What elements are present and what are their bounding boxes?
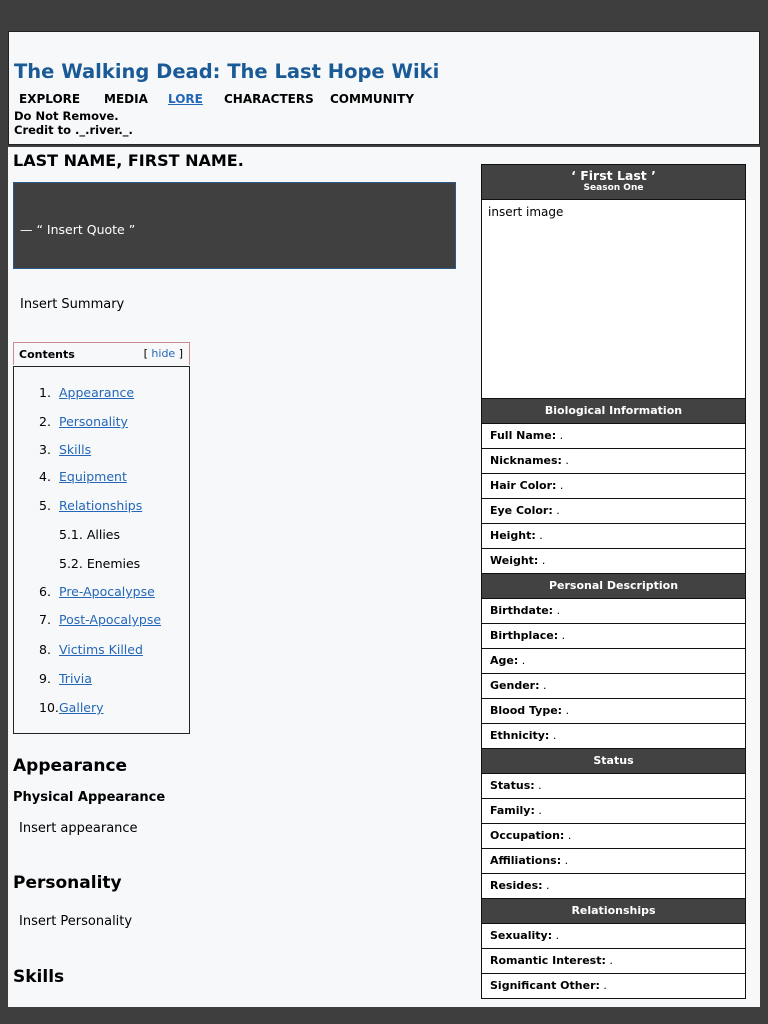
toc-header xyxy=(13,342,190,365)
appearance-text: Insert appearance xyxy=(19,821,138,836)
appearance-heading: Appearance xyxy=(13,756,128,776)
infobox-section-status: Status xyxy=(482,749,745,774)
credit-line-1: Do Not Remove. xyxy=(14,109,119,123)
infobox-row-romantic-interest: Romantic Interest: . xyxy=(482,949,745,974)
quote-text: — “ Insert Quote ” xyxy=(20,222,136,237)
toc-hide-link[interactable]: hide xyxy=(151,347,176,360)
infobox-row-age: Age: . xyxy=(482,649,745,674)
infobox-row-height: Height: . xyxy=(482,524,745,549)
infobox-row-sexuality: Sexuality: . xyxy=(482,924,745,949)
infobox-image: insert image xyxy=(482,200,745,399)
nav-media[interactable]: MEDIA xyxy=(104,92,148,106)
wiki-title[interactable]: The Walking Dead: The Last Hope Wiki xyxy=(14,60,440,83)
toc-hide-toggle[interactable]: [ hide ] xyxy=(143,347,183,360)
infobox-row-eye-color: Eye Color: . xyxy=(482,499,745,524)
infobox-section-relationships: Relationships xyxy=(482,899,745,924)
physical-appearance-heading: Physical Appearance xyxy=(13,790,166,805)
nav-lore[interactable]: LORE xyxy=(168,92,203,106)
infobox-row-affiliations: Affiliations: . xyxy=(482,849,745,874)
infobox-character-name: ‘ First Last ’ xyxy=(571,168,656,183)
personality-text: Insert Personality xyxy=(19,914,133,929)
skills-heading: Skills xyxy=(13,967,65,987)
infobox-row-birthdate: Birthdate: . xyxy=(482,599,745,624)
credit-notice xyxy=(14,109,133,137)
infobox-row-full-name: Full Name: . xyxy=(482,424,745,449)
nav-community[interactable]: COMMUNITY xyxy=(330,92,415,106)
nav-characters[interactable]: CHARACTERS xyxy=(224,92,314,106)
infobox-row-weight: Weight: . xyxy=(482,549,745,574)
article-content xyxy=(8,147,760,1007)
nav-explore[interactable]: EXPLORE xyxy=(19,92,81,106)
infobox-row-family: Family: . xyxy=(482,799,745,824)
infobox-row-birthplace: Birthplace: . xyxy=(482,624,745,649)
wiki-header xyxy=(8,31,760,145)
infobox-row-nicknames: Nicknames: . xyxy=(482,449,745,474)
infobox-header xyxy=(482,165,745,200)
infobox-row-hair-color: Hair Color: . xyxy=(482,474,745,499)
infobox-row-significant-other: Significant Other: . xyxy=(482,974,745,998)
infobox-section-biological: Biological Information xyxy=(482,399,745,424)
infobox-row-blood-type: Blood Type: . xyxy=(482,699,745,724)
infobox-row-ethnicity: Ethnicity: . xyxy=(482,724,745,749)
table-of-contents: 1. Appearance 2. Personality 3. Skills 4. Equipment 5. Relationships 5.1. Allies 5.2. Enemies 6. Pre-Apocalypse 7. Post-Apocalypse 8. Victims Killed 9. Trivia 10. Gallery xyxy=(13,366,190,734)
credit-line-2: Credit to ._.river._. xyxy=(14,123,133,137)
summary-text: Insert Summary xyxy=(20,297,125,312)
personality-heading: Personality xyxy=(13,873,122,893)
page-title: LAST NAME, FIRST NAME. xyxy=(13,151,244,170)
infobox-season: Season One xyxy=(583,183,644,193)
quote-box xyxy=(13,182,456,269)
character-infobox xyxy=(481,164,746,999)
top-nav xyxy=(19,92,414,106)
infobox-row-resides: Resides: . xyxy=(482,874,745,899)
toc-title: Contents xyxy=(19,348,75,361)
infobox-row-occupation: Occupation: . xyxy=(482,824,745,849)
infobox-row-status: Status: . xyxy=(482,774,745,799)
infobox-row-gender: Gender: . xyxy=(482,674,745,699)
infobox-section-personal: Personal Description xyxy=(482,574,745,599)
